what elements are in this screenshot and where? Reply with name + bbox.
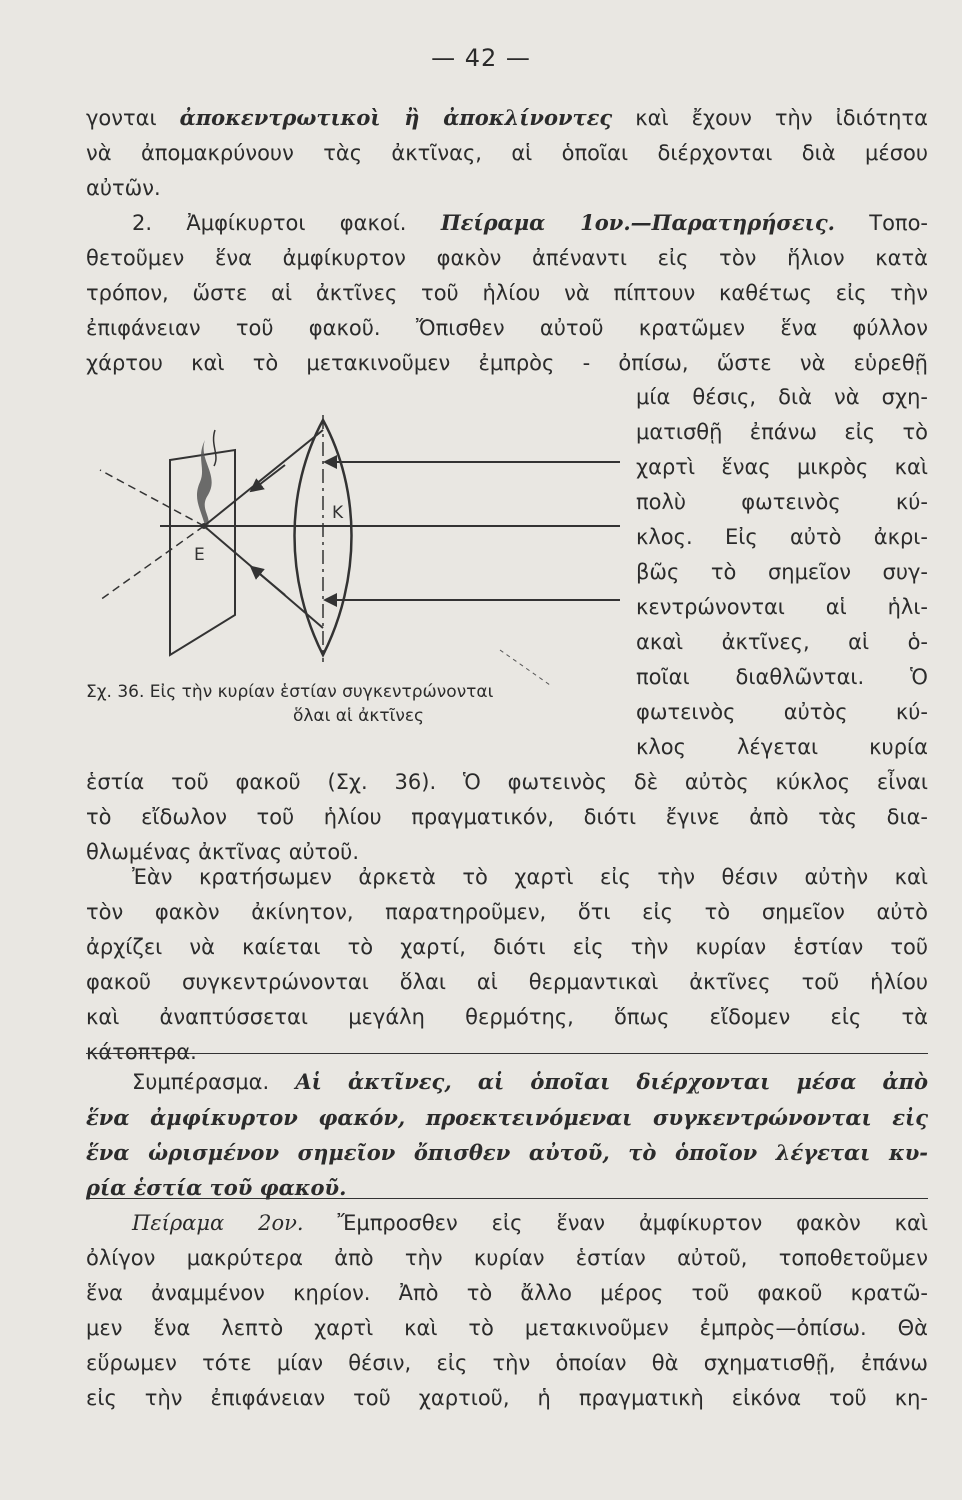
para2-line: καὶ ἀναπτύσσεται μεγάλη θερμότης, ὅπως εἴδομεν εἰς τὰ xyxy=(86,1005,928,1029)
experiment-2-line: εἰς τὴν ἐπιφάνειαν τοῦ χαρτιοῦ, ἡ πραγματικὴ εἰκόνα τοῦ κη- xyxy=(86,1386,928,1410)
experiment-2-line: εὕρωμεν τότε μίαν θέσιν, εἰς τὴν ὁποίαν θὰ σχηματισθῇ, ἐπάνω xyxy=(86,1351,928,1375)
para2-line: κάτοπτρα. xyxy=(86,1040,197,1064)
side-line: ποῖαι διαθλῶνται. Ὁ xyxy=(636,665,928,689)
experiment-2-line: ὀλίγον μακρύτερα ἀπὸ τὴν κυρίαν ἑστίαν αὐτοῦ, τοποθετοῦμεν xyxy=(86,1246,928,1270)
side-line: χαρτὶ ἕνας μικρὸς καὶ xyxy=(636,455,928,479)
para2-line: Ἐὰν κρατήσωμεν ἀρκετὰ τὸ χαρτὶ εἰς τὴν θέσιν αὐτὴν καὶ xyxy=(132,865,928,889)
side-column-text xyxy=(636,380,928,765)
section-2-line: χάρτου καὶ τὸ μετακινοῦμεν ἐμπρὸς - ὀπίσω, ὥστε νὰ εὑρεθῇ xyxy=(86,351,928,375)
experiment-1-label: Πείραμα 1ον.—Παρατηρήσεις. xyxy=(440,210,835,235)
conclusion-line: ἕνα ὡρισμένον σημεῖον ὄπισθεν αὐτοῦ, τὸ ὁποῖον λέγεται κυ- xyxy=(86,1140,928,1165)
extended-ray xyxy=(100,526,204,600)
after-figure-line: τὸ εἴδωλον τοῦ ἡλίου πραγματικόν, διότι ἔγινε ἀπὸ τὰς δια- xyxy=(86,805,928,829)
after-figure-line: ἑστία τοῦ φακοῦ (Σχ. 36). Ὁ φωτεινὸς δὲ αὐτὸς κύκλος εἶναι xyxy=(86,770,928,794)
focus-label: Ε xyxy=(194,545,205,565)
caption-line-2: ὅλαι αἱ ἀκτῖνες xyxy=(292,706,425,726)
conclusion-paragraph xyxy=(86,1064,928,1205)
experiment-2-paragraph xyxy=(86,1206,928,1416)
experiment-2-line: μεν ἕνα λεπτὸ χαρτὶ καὶ τὸ μετακινοῦμεν ἐμπρὸς—ὀπίσω. Θὰ xyxy=(86,1316,928,1340)
side-line: κεντρώνονται αἱ ἡλι- xyxy=(636,595,928,619)
side-line: μία θέσις, διὰ νὰ σχη- xyxy=(636,385,928,409)
lens-diagram xyxy=(80,400,625,690)
figure-caption xyxy=(86,680,631,728)
section-2-line: θετοῦμεν ἕνα ἀμφίκυρτον φακὸν ἀπέναντι εἰς τὸν ἥλιον κατὰ xyxy=(86,246,928,270)
experiment-2-line: ἕνα ἀναμμένον κηρίον. Ἀπὸ τὸ ἄλλο μέρος τοῦ φακοῦ κρατῶ- xyxy=(86,1281,928,1305)
intro-paragraph xyxy=(86,100,928,206)
focus-point xyxy=(201,523,207,529)
divider-top xyxy=(86,1053,928,1054)
side-line: ακαὶ ἀκτῖνες, αἱ ὁ- xyxy=(636,630,928,654)
paragraph-2 xyxy=(86,860,928,1070)
conclusion-label: Συμπέρασμα. xyxy=(132,1070,270,1094)
side-line: κλος λέγεται κυρία xyxy=(636,735,928,759)
conclusion-line: Συμπέρασμα. Αἱ ἀκτῖνες, αἱ ὁποῖαι διέρχονται μέσα ἀπὸ xyxy=(132,1069,928,1094)
side-line: φωτεινὸς αὐτὸς κύ- xyxy=(636,700,928,724)
after-figure-line: θλωμένας ἀκτῖνας αὐτοῦ. xyxy=(86,840,359,864)
section-2-heading-line: 2. Ἀμφίκυρτοι φακοί. Πείραμα 1ον.—Παρατηρήσεις. Τοπο- xyxy=(132,210,928,235)
refracted-ray xyxy=(204,430,323,526)
conclusion-line: ἕνα ἀμφίκυρτον φακόν, προεκτεινόμεναι συγκεντρώνονται εἰς xyxy=(86,1105,928,1130)
para2-line: ἀρχίζει νὰ καίεται τὸ χαρτί, διότι εἰς τὴν κυρίαν ἑστίαν τοῦ xyxy=(86,935,928,959)
para2-line: τὸν φακὸν ἀκίνητον, παρατηροῦμεν, ὅτι εἰς τὸ σημεῖον αὐτὸ xyxy=(86,900,928,924)
conclusion-line: ρία ἑστία τοῦ φακοῦ. xyxy=(86,1175,347,1200)
intro-line-2: νὰ ἀπομακρύνουν τὰς ἀκτῖνας, αἱ ὁποῖαι διέρχονται διὰ μέσου xyxy=(86,141,928,165)
after-figure-paragraph xyxy=(86,765,928,870)
para2-line: φακοῦ συγκεντρώνονται ὅλαι αἱ θερμαντικαὶ ἀκτῖνες τοῦ ἡλίου xyxy=(86,970,928,994)
side-line: ματισθῇ ἐπάνω εἰς τὸ xyxy=(636,420,928,444)
intro-line-3: αὐτῶν. xyxy=(86,176,161,200)
lens-label: Κ xyxy=(332,503,344,523)
side-line: βῶς τὸ σημεῖον συγ- xyxy=(636,560,928,584)
section-heading: 2. Ἀμφίκυρτοι φακοί. xyxy=(132,211,407,235)
section-2-paragraph xyxy=(86,205,928,381)
divider-bottom xyxy=(86,1198,928,1199)
experiment-2-label: Πείραμα 2ον. xyxy=(132,1211,304,1235)
side-line: πολὺ φωτεινὸς κύ- xyxy=(636,490,928,514)
extended-ray xyxy=(100,470,204,526)
experiment-2-line: Πείραμα 2ον. Ἔμπροσθεν εἰς ἕναν ἀμφίκυρτον φακὸν καὶ xyxy=(132,1211,928,1235)
side-line: κλος. Εἰς αὐτὸ ἀκρι- xyxy=(636,525,928,549)
page-number: — 42 — xyxy=(431,44,531,72)
intro-line-1: γονται ἀποκεντρωτικοὶ ἢ ἀποκλίνοντες καὶ ἔχουν τὴν ἰδιότητα xyxy=(86,105,928,130)
caption-line-1: Σχ. 36. Εἰς τὴν κυρίαν ἑστίαν συγκεντρώνονται xyxy=(86,682,494,702)
section-2-line: ἐπιφάνειαν τοῦ φακοῦ. Ὄπισθεν αὐτοῦ κρατῶμεν ἕνα φύλλον xyxy=(86,316,928,340)
section-2-line: τρόπον, ὥστε αἱ ἀκτῖνες τοῦ ἡλίου νὰ πίπτουν καθέτως εἰς τὴν xyxy=(86,281,928,305)
